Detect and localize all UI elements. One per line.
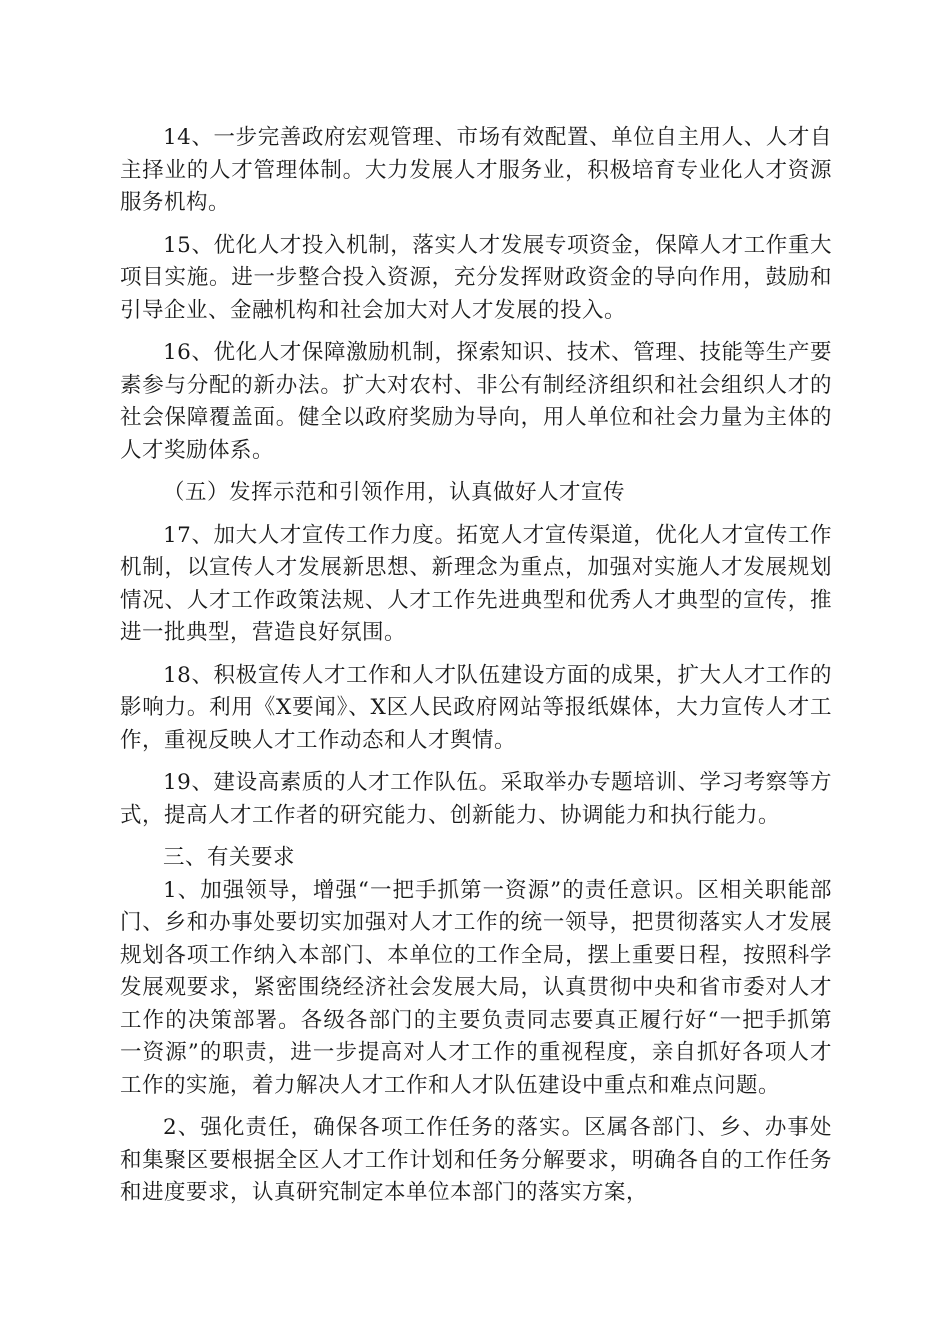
paragraph-18: 18、积极宣传人才工作和人才队伍建设方面的成果，扩大人才工作的影响力。利用《X要闻》、X区人民政府网站等报纸媒体，大力宣传人才工作，重视反映人才工作动态和人才舆情。 bbox=[120, 662, 832, 753]
section-heading-3: 三、有关要求 bbox=[163, 845, 296, 870]
section-heading-5: （五）发挥示范和引领作用，认真做好人才宣传 bbox=[163, 480, 626, 505]
requirement-2: 2、强化责任，确保各项工作任务的落实。区属各部门、乡、办事处和集聚区要根据全区人才工作计划和任务分解要求，明确各自的工作任务和进度要求，认真研究制定本单位本部门的落实方案， bbox=[120, 1115, 832, 1205]
paragraph-15: 15、优化人才投入机制，落实人才发展专项资金，保障人才工作重大项目实施。进一步整合投入资源，充分发挥财政资金的导向作用，鼓励和引导企业、金融机构和社会加大对人才发展的投入。 bbox=[120, 232, 832, 323]
requirement-1: 1、加强领导，增强“一把手抓第一资源”的责任意识。区相关职能部门、乡和办事处要切实加强对人才工作的统一领导，把贯彻落实人才发展规划各项工作纳入本部门、本单位的工作全局，摆上重要日程，按照科学发展观要求，紧密围绕经济社会发展大局，认真贯彻中央和省市委对人才工作的决策部署。各级各部门的主要负责同志要真正履行好“一把手抓第一资源”的职责，进一步提高对人才工作的重视程度，亲自抓好各项人才工作的实施，着力解决人才工作和人才队伍建设中重点和难点问题。 bbox=[120, 877, 832, 1098]
paragraph-19: 19、建设高素质的人才工作队伍。采取举办专题培训、学习考察等方式，提高人才工作者的研究能力、创新能力、协调能力和执行能力。 bbox=[120, 770, 832, 828]
paragraph-14: 14、一步完善政府宏观管理、市场有效配置、单位自主用人、人才自主择业的人才管理体制。大力发展人才服务业，积极培育专业化人才资源服务机构。 bbox=[120, 125, 832, 215]
document-body bbox=[120, 122, 832, 1210]
paragraph-16: 16、优化人才保障激励机制，探索知识、技术、管理、技能等生产要素参与分配的新办法。扩大对农村、非公有制经济组织和社会组织人才的社会保障覆盖面。健全以政府奖励为导向，用人单位和社会力量为主体的人才奖励体系。 bbox=[120, 340, 832, 463]
paragraph-17: 17、加大人才宣传工作力度。拓宽人才宣传渠道，优化人才宣传工作机制，以宣传人才发展新思想、新理念为重点，加强对实施人才发展规划情况、人才工作政策法规、人才工作先进典型和优秀人才典型的宣传，推进一批典型，营造良好氛围。 bbox=[120, 522, 832, 645]
